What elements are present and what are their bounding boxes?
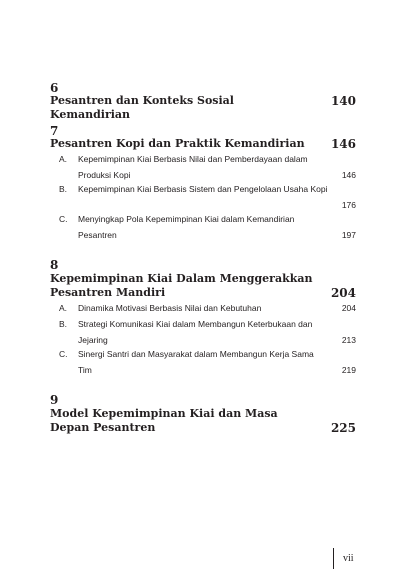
page-number: vii: [343, 553, 354, 564]
chapter-8-item-a-page: 204: [341, 303, 356, 313]
chapter-8-page: 204: [330, 286, 356, 300]
chapter-8-item-b-page: 213: [341, 335, 356, 345]
chapter-6-page: 140: [330, 94, 356, 108]
chapter-7-item-c-page: 197: [341, 230, 356, 240]
chapter-7-item-b-text: Kepemimpinan Kiai Berbasis Sistem dan Pengelolaan Usaha Kopi: [78, 184, 328, 194]
chapter-7-page: 146: [330, 137, 356, 151]
chapter-7-item-b-page: 176: [341, 200, 356, 210]
chapter-8-title: Kepemimpinan Kiai Dalam Menggerakkan Pesantren Mandiri: [50, 272, 313, 299]
chapter-7-item-c-letter: C.: [59, 214, 68, 224]
chapter-8-item-c-text: Sinergi Santri dan Masyarakat dalam Membangun Kerja Sama Tim: [78, 349, 314, 375]
chapter-8-item-b-text: Strategi Komunikasi Kiai dalam Membangun Keterbukaan dan Jejaring: [78, 319, 313, 345]
chapter-6-title: Pesantren dan Konteks Sosial Kemandirian: [50, 94, 234, 121]
chapter-8-item-a-text: Dinamika Motivasi Berbasis Nilai dan Kebutuhan: [78, 303, 262, 313]
chapter-8-number: 8: [50, 258, 59, 272]
chapter-8-item-c-page: 219: [341, 365, 356, 375]
chapter-8-item-b-letter: B.: [59, 319, 68, 329]
chapter-7-item-a-letter: A.: [59, 154, 68, 164]
chapter-9-title: Model Kepemimpinan Kiai dan Masa Depan Pesantren: [50, 407, 278, 434]
chapter-7-item-b-letter: B.: [59, 184, 68, 194]
folio-divider: [333, 548, 334, 569]
chapter-8-item-c-letter: C.: [59, 349, 68, 359]
chapter-7-number: 7: [50, 124, 59, 138]
chapter-9-number: 9: [50, 393, 59, 407]
chapter-7-item-a-text: Kepemimpinan Kiai Berbasis Nilai dan Pemberdayaan dalam Produksi Kopi: [78, 154, 308, 180]
chapter-9-page: 225: [330, 421, 356, 435]
chapter-6-number: 6: [50, 81, 59, 95]
chapter-7-title: Pesantren Kopi dan Praktik Kemandirian: [50, 137, 305, 150]
chapter-7-item-c-text: Menyingkap Pola Kepemimpinan Kiai dalam Kemandirian Pesantren: [78, 214, 295, 240]
chapter-7-item-a-page: 146: [341, 170, 356, 180]
chapter-8-item-a-letter: A.: [59, 303, 68, 313]
